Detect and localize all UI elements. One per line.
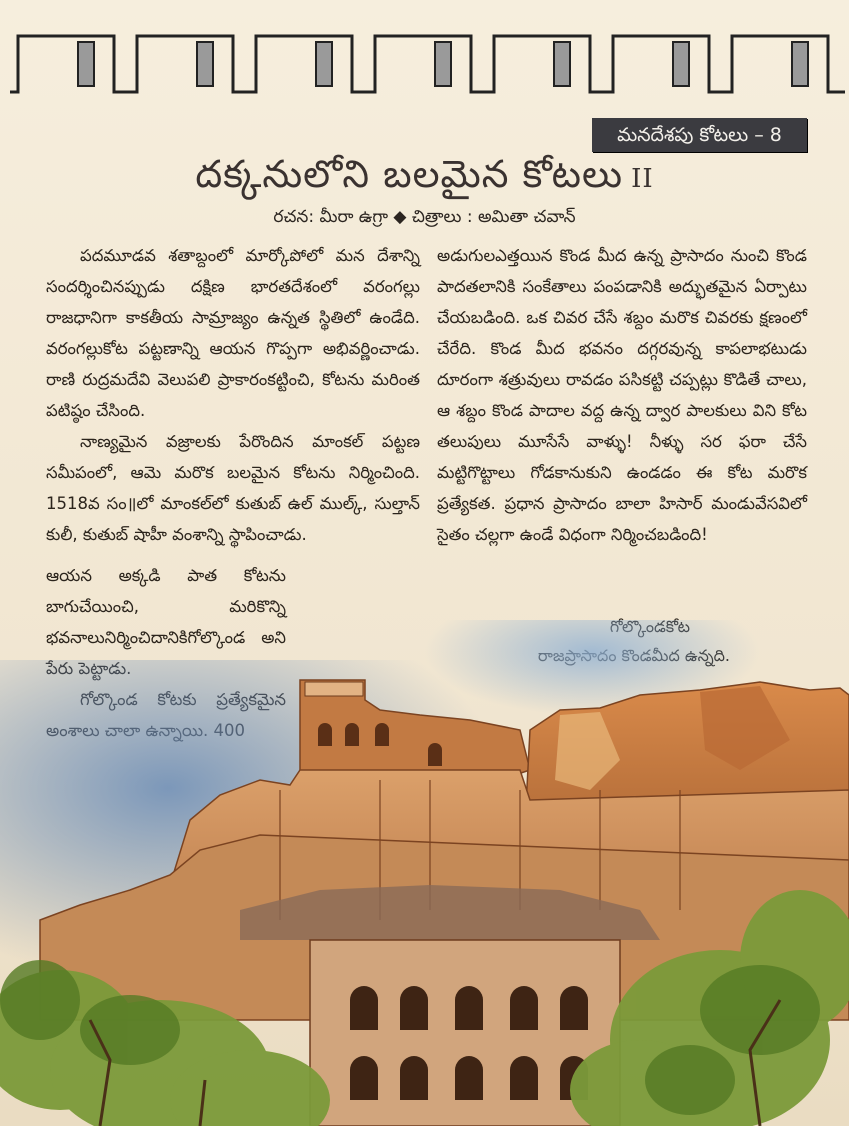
paragraph: నాణ్యమైన వజ్రాలకు పేరొందిన మాంకల్ పట్టణ సమీపంలో, ఆమె మరొక బలమైన కోటను నిర్మించింది. 1518వ సం॥లో మాంకల్‌లో కుతుబ్ ఉల్ ముల్క్, సుల్తాన్ కులీ, కుతుబ్ షాహీ వంశాన్ని స్థాపించాడు. xyxy=(46,432,420,544)
border-tab xyxy=(197,42,213,86)
part-mark: II xyxy=(631,164,654,194)
border-tab xyxy=(792,42,808,86)
title-text: దక్కనులోని బలమైన కోటలు xyxy=(195,152,624,196)
border-tab xyxy=(435,42,451,86)
border-tab xyxy=(78,42,94,86)
border-line xyxy=(10,36,845,92)
decorative-border-strip xyxy=(10,30,845,100)
left-column-text xyxy=(46,240,420,550)
right-column-text xyxy=(437,240,807,550)
border-tab xyxy=(554,42,570,86)
paragraph: అడుగులఎత్తయిన కొండ మీద ఉన్న ప్రాసాదం నుంచి కొండ పాదతలానికి సంకేతాలు పంపడానికి అద్భుతమైన ఏర్పాటు చేయబడింది. ఒక చివర చేసే శబ్దం మరొక చివరకు క్షణంలో చేరేది. కొండ మీద భవనం దగ్గరవున్న కాపలాభటుడు దూరంగా శత్రువులు రావడం పసికట్టి చప్పట్లు కొడితే చాలు, ఆ శబ్దం కొండ పాదాల వద్ద ఉన్న ద్వార పాలకులు విని కోట తలుపులు మూసేసే వాళ్ళు! నీళ్ళు సర ఫరా చేసే మట్టిగొట్టాలు గోడకానుకుని ఉండడం ఈ కోట మరొక ప్రత్యేకత. ప్రధాన ప్రాసాదం బాలా హిసార్ మండువేసవిలో సైతం చల్లగా ఉండే విధంగా నిర్మించబడింది! xyxy=(437,246,807,544)
border-tab xyxy=(316,42,332,86)
series-badge: మనదేశపు కోటలు – 8 xyxy=(592,118,807,152)
article-title xyxy=(0,152,849,206)
border-tab xyxy=(673,42,689,86)
byline: రచన: మీరా ఉగ్రా ◆ చిత్రాలు : అమితా చవాన్ xyxy=(273,207,576,227)
paragraph: ఆయన అక్కడి పాత కోటను బాగుచేయించి, మరికొన్ని భవనాలునిర్మించిదానికిగోల్కొండ అని xyxy=(46,566,286,647)
paragraph: పదమూడవ శతాబ్దంలో మార్కోపోలో మన దేశాన్ని సందర్శించినప్పుడు దక్షిణ భారతదేశంలో వరంగల్లు రాజధానిగా కాకతీయ సామ్రాజ్యం ఉన్నత స్థితిలో ఉండేది. వరంగల్లుకోట పట్టణాన్ని ఆయన గొప్పగా అభివర్ణించాడు. రాణి రుద్రమదేవి వెలుపలి ప్రాకారంకట్టించి, కోటను మరింత పటిష్ఠం చేసింది. xyxy=(46,246,420,420)
golconda-fort-illustration xyxy=(0,620,849,1126)
